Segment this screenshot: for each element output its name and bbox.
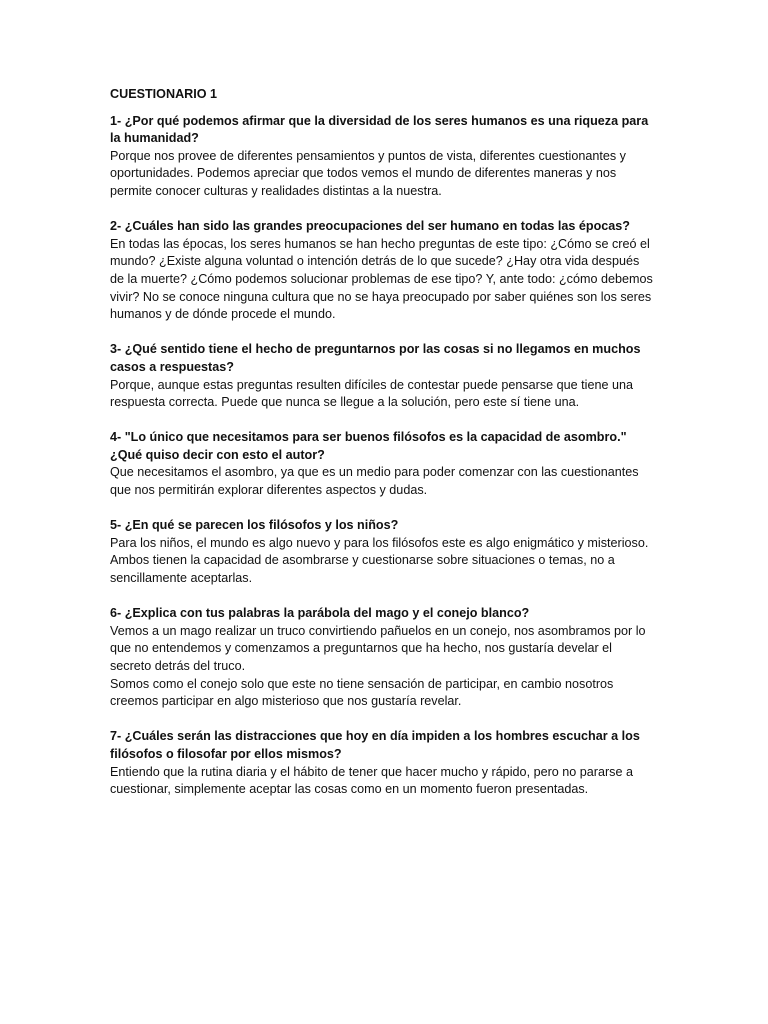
qa-item-5 — [110, 517, 655, 587]
answer-2: En todas las épocas, los seres humanos se han hecho preguntas de este tipo: ¿Cómo se creó el mundo? ¿Existe alguna voluntad o intención detrás de lo que sucede? ¿Hay otra vida después de la muerte? ¿Cómo podemos solucionar problemas de ese tipo? Y, ante todo: ¿cómo debemos vivir? No se conoce ninguna cultura que no se haya preocupado por saber quiénes son los seres humanos y de dónde procede el mundo. — [110, 236, 653, 322]
question-3: 3- ¿Qué sentido tiene el hecho de preguntarnos por las cosas si no llegamos en muchos casos a respuestas? — [110, 342, 641, 374]
qa-item-6 — [110, 605, 655, 711]
qa-item-3 — [110, 341, 655, 411]
answer-7: Entiendo que la rutina diaria y el hábito de tener que hacer mucho y rápido, pero no pararse a cuestionar, simplemente aceptar las cosas como en un momento fueron presentadas. — [110, 764, 633, 797]
answer-3: Porque, aunque estas preguntas resulten difíciles de contestar puede pensarse que tiene una respuesta correcta. Puede que nunca se llegue a la solución, pero este sí tiene una. — [110, 377, 634, 410]
document-title: CUESTIONARIO 1 — [110, 87, 218, 101]
answer-4: Que necesitamos el asombro, ya que es un medio para poder comenzar con las cuestionantes que nos permitirán explorar diferentes aspectos y dudas. — [110, 465, 639, 498]
document-page — [110, 86, 655, 816]
qa-item-2 — [110, 218, 655, 324]
answer-5: Para los niños, el mundo es algo nuevo y para los filósofos este es algo enigmático y misterioso. Ambos tienen la capacidad de asombrarse y cuestionarse sobre situaciones o temas, no a sencillamente aceptarlas. — [110, 535, 649, 586]
question-4: 4- "Lo único que necesitamos para ser buenos filósofos es la capacidad de asombro." ¿Qué quiso decir con esto el autor? — [110, 430, 627, 462]
question-6: 6- ¿Explica con tus palabras la parábola del mago y el conejo blanco? — [110, 606, 530, 621]
answer-1: Porque nos provee de diferentes pensamientos y puntos de vista, diferentes cuestionantes y oportunidades. Podemos apreciar que todos vemos el mundo de diferentes maneras y nos permite conocer culturas y realidades distintas a la nuestra. — [110, 148, 626, 198]
answer-6a: Vemos a un mago realizar un truco convirtiendo pañuelos en un conejo, nos asombramos por lo que no entendemos y comenzamos a preguntarnos que ha hecho, nos gustaría develar el secreto detrás del truco. — [110, 623, 646, 673]
question-2: 2- ¿Cuáles han sido las grandes preocupaciones del ser humano en todas las épocas? — [110, 219, 630, 234]
qa-item-7 — [110, 728, 655, 798]
question-5: 5- ¿En qué se parecen los filósofos y los niños? — [110, 518, 399, 533]
answer-6b: Somos como el conejo solo que este no tiene sensación de participar, en cambio nosotros creemos participar en algo misterioso que nos gustaría revelar. — [110, 676, 614, 709]
qa-item-1 — [110, 113, 655, 201]
qa-item-4 — [110, 429, 655, 499]
question-7: 7- ¿Cuáles serán las distracciones que hoy en día impiden a los hombres escuchar a los filósofos o filosofar por ellos mismos? — [110, 729, 640, 761]
question-1: 1- ¿Por qué podemos afirmar que la diversidad de los seres humanos es una riqueza para la humanidad? — [110, 113, 649, 146]
